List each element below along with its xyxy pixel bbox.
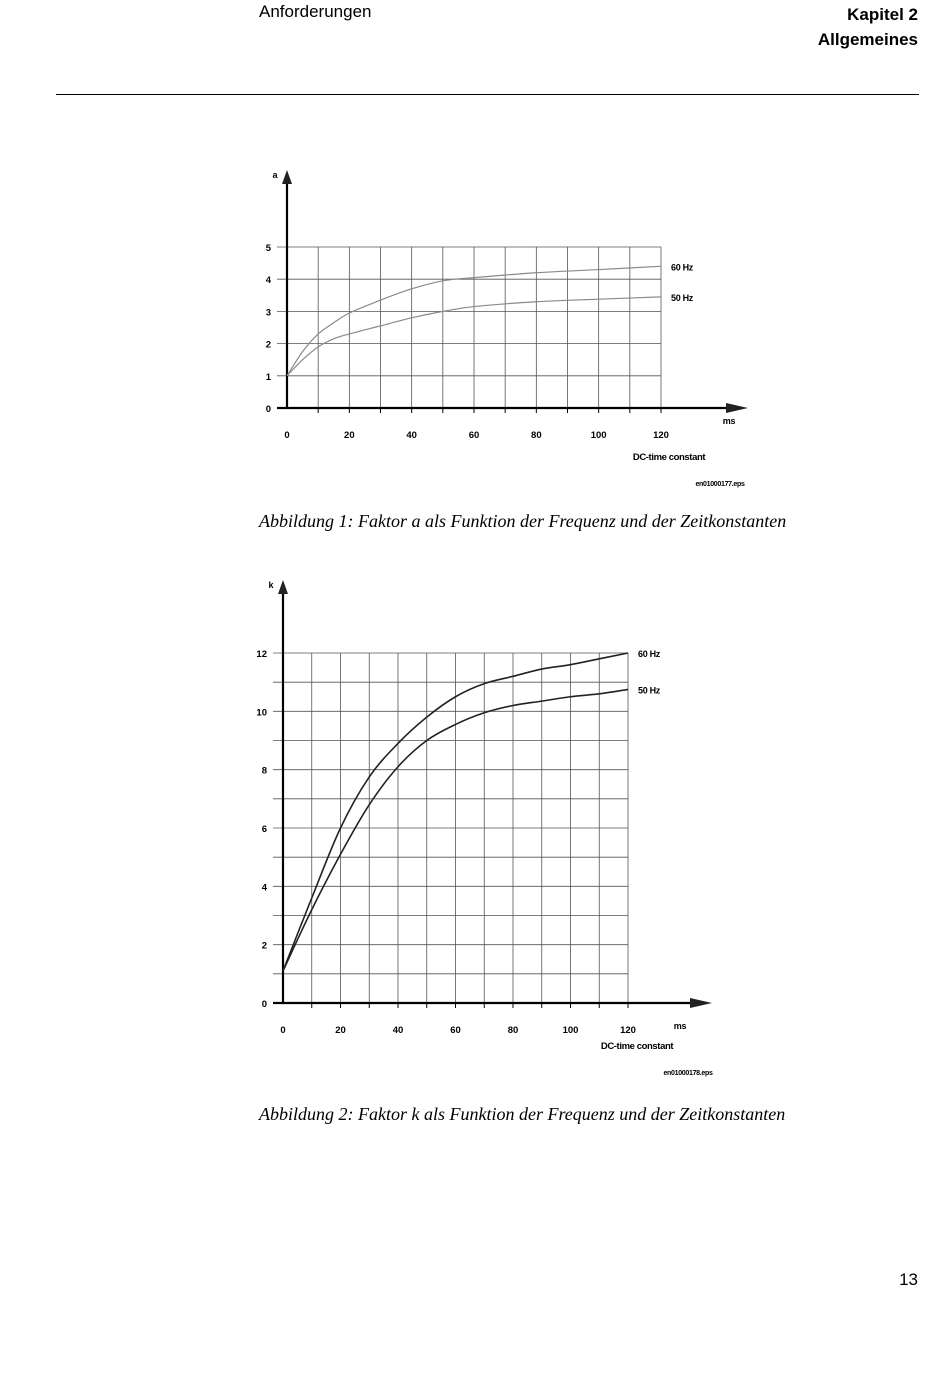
x-tick-label: 80 [507,1025,519,1036]
x-tick-label: 20 [335,1025,346,1036]
page-number: 13 [899,1270,918,1289]
x-tick-label: 80 [531,430,542,441]
x-axis-unit-label: ms [673,1021,687,1031]
y-tick-label: 1 [265,371,271,383]
header-chapter: Kapitel 2 [847,5,918,24]
y-tick-label: 0 [265,404,271,415]
header-section: Anforderungen [259,2,372,21]
y-axis-label: k [268,580,274,590]
x-axis-arrow-icon [690,998,712,1008]
series-label: 60 Hz [638,649,661,659]
header-chapter-title: Allgemeines [817,30,918,49]
y-tick-label: 4 [265,275,271,287]
y-tick-label: 6 [261,824,267,835]
series-label: 60 Hz [671,262,694,273]
y-tick-label: 10 [256,707,267,719]
x-tick-label: 40 [406,430,417,441]
x-axis-label: DC-time constant [632,452,706,463]
x-tick-label: 100 [590,430,607,441]
figure-2-caption: Abbildung 2: Faktor k als Funktion der Frequenz und der Zeitkonstanten [259,1104,786,1124]
y-tick-label: 3 [265,307,271,319]
x-axis-label: DC-time constant [600,1041,674,1052]
figure-file-label: en01000177.eps [695,481,745,488]
y-tick-label: 5 [265,243,271,254]
y-tick-label: 4 [261,882,267,894]
y-tick-label: 0 [261,999,267,1010]
x-tick-label: 0 [280,1025,286,1036]
y-axis-arrow-icon [278,580,288,594]
x-tick-label: 60 [450,1025,461,1036]
series-label: 50 Hz [638,685,661,696]
y-tick-label: 2 [265,339,271,351]
y-tick-label: 2 [261,940,267,952]
x-tick-label: 60 [468,430,480,441]
x-tick-label: 40 [392,1025,404,1036]
x-tick-label: 120 [620,1025,636,1036]
x-axis-unit-label: ms [722,416,736,426]
x-tick-label: 100 [562,1025,579,1036]
figure-1-caption: Abbildung 1: Faktor a als Funktion der Frequenz und der Zeitkonstanten [259,511,787,531]
x-tick-label: 0 [284,430,290,441]
x-tick-label: 20 [344,430,355,441]
series-label: 50 Hz [671,292,694,303]
x-tick-label: 120 [653,430,669,441]
y-axis-label: a [272,170,278,180]
y-tick-label: 8 [261,765,267,777]
figure-file-label: en01000178.eps [663,1070,713,1077]
y-tick-label: 12 [256,649,267,660]
